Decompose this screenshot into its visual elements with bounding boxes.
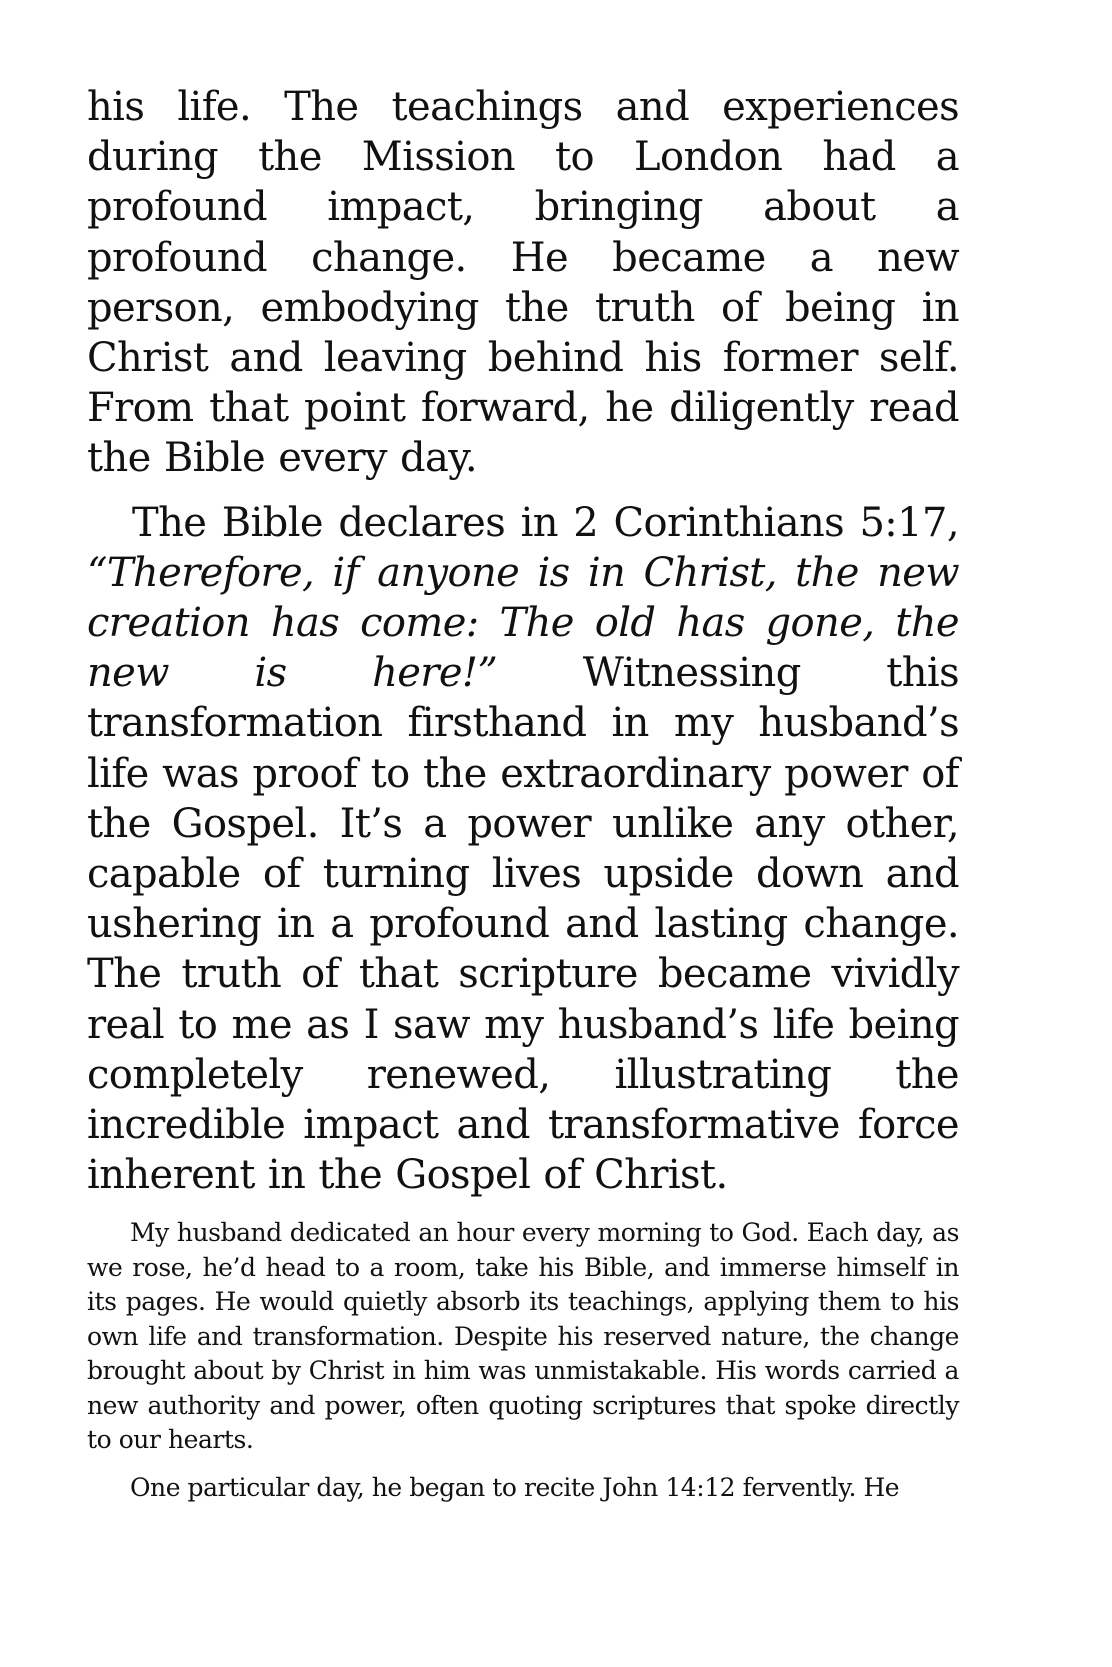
scripture-quote: “Therefore, if anyone is in Christ, the new creation has come: The old has gone, the new is here!”	[87, 549, 959, 697]
paragraph-text: Witnessing this transformation firsthand in my husband’s life was proof to the extraordinary power of the Gospel. It’s a power unlike any other, capable of turning lives upside down and ushering in a profound and lasting change. The truth of that scripture became vividly real to me as I saw my husband’s life being completely renewed, illustrating the incredible impact and transformative force inherent in the Gospel of Christ.	[87, 650, 959, 1199]
paragraph-text: The Bible declares in 2 Corinthians 5:17,	[132, 499, 959, 546]
paragraph-morning-devotion: My husband dedicated an hour every morning to God. Each day, as we rose, he’d head to a room, take his Bible, and immerse himself in its pages. He would quietly absorb its teachings, applying them to his own life and transformation. Despite his reserved nature, the change brought about by Christ in him was unmistakable. His words carried a new authority and power, often quoting scriptures that spoke directly to our hearts.	[87, 1218, 959, 1454]
document-page	[87, 82, 959, 1506]
paragraph-corinthians	[87, 498, 959, 1201]
paragraph-john-14-12: One particular day, he began to recite John 14:12 fervently. He	[130, 1473, 900, 1503]
paragraph-mission-to-london: his life. The teachings and experiences during the Mission to London had a profound impact, bringing about a profound change. He became a new person, embodying the truth of being in Christ and leaving behind his former self. From that point forward, he diligently read the Bible every day.	[87, 84, 959, 482]
